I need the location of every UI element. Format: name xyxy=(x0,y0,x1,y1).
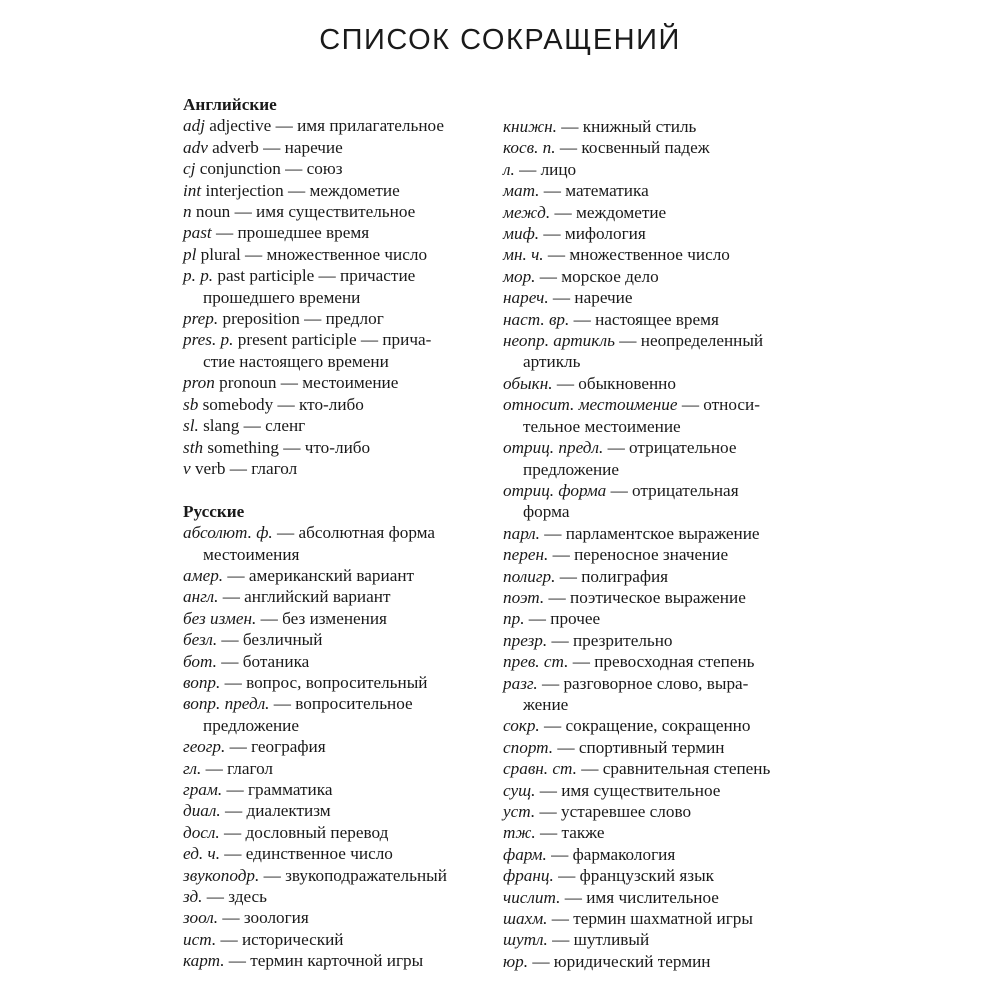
definition: — морское дело xyxy=(539,266,659,286)
abbreviation: диал. xyxy=(183,801,221,821)
definition: verb — глагол xyxy=(194,458,298,478)
abbreviation: миф. xyxy=(503,224,540,244)
definition: — абсолютная форма xyxy=(277,523,436,543)
abbreviation-entry xyxy=(503,908,833,929)
definition: somebody — кто-либо xyxy=(202,394,364,414)
definition-continuation: стие настоящего времени xyxy=(203,351,389,371)
abbreviation: обыкн. xyxy=(503,373,553,393)
right-column xyxy=(503,116,833,972)
abbreviation: int xyxy=(183,180,202,200)
abbreviation: л. xyxy=(503,159,515,179)
abbreviation-entry xyxy=(183,158,503,179)
abbreviation: книжн. xyxy=(503,117,557,136)
definition: — имя числительное xyxy=(564,887,719,907)
definition: — мифология xyxy=(543,224,646,244)
abbreviation-entry xyxy=(503,116,833,137)
definition: — парламентское выражение xyxy=(544,523,760,543)
definition: — полиграфия xyxy=(559,566,669,586)
definition: something — что-либо xyxy=(207,437,371,457)
abbreviation: уст. xyxy=(503,802,536,821)
definition: — относи- xyxy=(681,395,760,415)
abbreviation-entry xyxy=(183,586,503,607)
abbreviation-entry xyxy=(503,801,833,822)
abbreviation-entry xyxy=(183,522,503,543)
abbreviation: вопр. xyxy=(183,672,221,692)
abbreviation: sl. xyxy=(183,416,199,436)
section-heading-russian: Русские xyxy=(183,501,245,521)
abbreviation-entry xyxy=(183,651,503,672)
abbreviation-entry xyxy=(183,201,503,222)
definition: — безличный xyxy=(221,630,323,650)
definition: — переносное значение xyxy=(552,545,729,565)
abbreviation: прев. ст. xyxy=(503,652,569,672)
definition: — шутливый xyxy=(552,930,650,950)
definition: — юридический термин xyxy=(532,951,711,971)
abbreviation-entry xyxy=(503,865,833,886)
abbreviation: тж. xyxy=(503,823,536,843)
abbreviation-entry xyxy=(503,437,833,458)
abbreviation-entry xyxy=(503,715,833,736)
abbreviation: sb xyxy=(183,394,199,414)
abbreviation-entry xyxy=(183,779,503,800)
abbreviation-entry xyxy=(183,865,503,886)
abbreviation: adj xyxy=(183,116,205,136)
abbreviation-entry xyxy=(183,950,503,971)
abbreviation: pl xyxy=(183,244,197,264)
definition: adjective — имя прилагательное xyxy=(209,116,444,136)
definition: — прошедшее время xyxy=(215,223,370,243)
abbreviation-entry xyxy=(503,673,833,694)
abbreviation: безл. xyxy=(183,630,218,650)
definition: — имя существительное xyxy=(539,780,721,800)
abbreviation-entry xyxy=(503,780,833,801)
abbreviation: сравн. ст. xyxy=(503,759,577,779)
section-spacer xyxy=(183,479,503,500)
abbreviation-entry xyxy=(183,458,503,479)
definition: — дословный перевод xyxy=(224,822,389,842)
definition: — ботаника xyxy=(221,651,310,671)
abbreviation-entry xyxy=(183,672,503,693)
definition: adverb — наречие xyxy=(212,137,343,157)
definition-continuation: тельное местоимение xyxy=(523,416,681,436)
abbreviation-entry xyxy=(503,330,833,351)
abbreviation: межд. xyxy=(503,202,551,222)
abbreviation-entry xyxy=(183,115,503,136)
definition: — география xyxy=(229,737,326,757)
abbreviation: вопр. предл. xyxy=(183,694,270,714)
definition: slang — сленг xyxy=(203,416,306,436)
definition: present participle — прича- xyxy=(237,330,432,350)
definition: — поэтическое выражение xyxy=(548,587,746,607)
abbreviation-entry xyxy=(183,437,503,458)
definition: past participle — причастие xyxy=(217,266,416,286)
definition: — глагол xyxy=(205,758,274,778)
abbreviation: геогр. xyxy=(183,737,226,757)
abbreviation-entry xyxy=(183,308,503,329)
abbreviation: перен. xyxy=(503,545,549,565)
definition: — американский вариант xyxy=(227,565,415,585)
abbreviation: наст. вр. xyxy=(503,309,570,329)
abbreviation: презр. xyxy=(503,630,548,650)
abbreviation: амер. xyxy=(183,565,224,585)
section-heading-english: Английские xyxy=(183,95,277,114)
abbreviation-entry xyxy=(183,137,503,158)
abbreviation-entry xyxy=(503,287,833,308)
definition: — французский язык xyxy=(558,866,714,886)
abbreviation-entry xyxy=(503,373,833,394)
abbreviation: абсолют. ф. xyxy=(183,523,273,543)
abbreviation: adv xyxy=(183,137,208,157)
abbreviation-entry xyxy=(183,565,503,586)
abbreviation: sth xyxy=(183,437,204,457)
abbreviation-entry xyxy=(183,693,503,714)
definition: — устаревшее слово xyxy=(539,802,692,821)
abbreviation: косв. п. xyxy=(503,138,556,158)
abbreviation: без измен. xyxy=(183,608,257,628)
definition: — термин шахматной игры xyxy=(551,909,753,929)
abbreviation: отриц. форма xyxy=(503,480,607,500)
definition: — фармакология xyxy=(551,844,676,864)
abbreviation: p. p. xyxy=(183,266,214,286)
abbreviation-entry xyxy=(503,244,833,265)
russian-abbreviation-list-right xyxy=(503,116,833,972)
abbreviation-entry xyxy=(183,736,503,757)
abbreviation-entry xyxy=(183,222,503,243)
abbreviation: числит. xyxy=(503,887,561,907)
abbreviation-entry xyxy=(183,608,503,629)
abbreviation: юр. xyxy=(503,951,529,971)
abbreviation: грам. xyxy=(183,779,223,799)
abbreviation-entry xyxy=(503,202,833,223)
page-title: СПИСОК СОКРАЩЕНИЙ xyxy=(319,24,681,56)
abbreviation: спорт. xyxy=(503,737,554,757)
abbreviation-entry xyxy=(183,886,503,907)
abbreviation-entry xyxy=(503,266,833,287)
abbreviation: нареч. xyxy=(503,288,549,308)
abbreviation: звукоподр. xyxy=(183,865,260,885)
definition: — отрицательное xyxy=(607,438,737,458)
definition: — вопрос, вопросительный xyxy=(224,672,428,692)
english-abbreviation-list xyxy=(183,115,503,479)
definition: — грамматика xyxy=(226,779,333,799)
abbreviation: зд. xyxy=(183,887,203,907)
abbreviation: фарм. xyxy=(503,844,547,864)
definition-continuation: местоимения xyxy=(203,544,300,564)
definition: — книжный стиль xyxy=(561,117,697,136)
abbreviation: шахм. xyxy=(503,909,548,929)
abbreviation: франц. xyxy=(503,866,554,886)
definition: — междометие xyxy=(554,202,667,222)
definition: — английский вариант xyxy=(222,587,391,607)
abbreviation: полигр. xyxy=(503,566,556,586)
abbreviation: относит. местоимение xyxy=(503,395,678,415)
definition-continuation: артикль xyxy=(523,352,581,372)
definition: — косвенный падеж xyxy=(559,138,710,158)
abbreviation: неопр. артикль xyxy=(503,331,615,351)
russian-abbreviation-list-left xyxy=(183,522,503,972)
abbreviation: поэт. xyxy=(503,587,545,607)
left-column xyxy=(183,94,503,972)
abbreviation-entry xyxy=(503,758,833,779)
definition: — зоология xyxy=(222,908,309,928)
definition: pronoun — местоимение xyxy=(219,373,399,393)
definition: — лицо xyxy=(519,159,577,179)
abbreviation-entry xyxy=(503,523,833,544)
abbreviation-entry xyxy=(183,329,503,350)
abbreviation-entry xyxy=(183,415,503,436)
abbreviation-entry xyxy=(503,159,833,180)
abbreviation-entry xyxy=(503,394,833,415)
definition: — математика xyxy=(543,181,649,201)
abbreviation: мн. ч. xyxy=(503,245,544,265)
abbreviation: шутл. xyxy=(503,930,548,950)
definition: — разговорное слово, выра- xyxy=(541,673,749,693)
abbreviation: англ. xyxy=(183,587,219,607)
definition: — также xyxy=(540,823,605,843)
definition: preposition — предлог xyxy=(222,309,384,329)
abbreviation: парл. xyxy=(503,523,540,543)
abbreviation-entry xyxy=(503,544,833,565)
abbreviation: досл. xyxy=(183,822,220,842)
abbreviation-entry xyxy=(503,630,833,651)
abbreviation-entry xyxy=(183,629,503,650)
abbreviation: сущ. xyxy=(503,780,536,800)
definition: — без изменения xyxy=(260,608,387,628)
definition: — единственное число xyxy=(224,844,393,864)
definition: — термин карточной игры xyxy=(228,951,424,971)
definition: — отрицательная xyxy=(610,480,739,500)
definition: — сравнительная степень xyxy=(581,759,771,779)
definition: — диалектизм xyxy=(224,801,331,821)
definition: — прочее xyxy=(528,609,601,629)
definition: — презрительно xyxy=(551,630,673,650)
abbreviation: v xyxy=(183,458,191,478)
abbreviation: мор. xyxy=(503,266,536,286)
abbreviation-entry xyxy=(503,844,833,865)
abbreviation-entry xyxy=(503,223,833,244)
abbreviation-entry xyxy=(183,758,503,779)
definition: conjunction — союз xyxy=(199,159,343,179)
abbreviation-entry xyxy=(183,265,503,286)
abbreviation-entry xyxy=(503,180,833,201)
abbreviation: бот. xyxy=(183,651,217,671)
abbreviation-entry xyxy=(503,651,833,672)
definition-continuation: прошедшего времени xyxy=(203,287,361,307)
abbreviation: ист. xyxy=(183,929,217,949)
definition: — сокращение, сокращенно xyxy=(544,716,751,736)
definition: interjection — междометие xyxy=(205,180,400,200)
abbreviation: past xyxy=(183,223,212,243)
definition: — превосходная степень xyxy=(572,652,755,672)
definition-continuation: предложение xyxy=(203,715,299,735)
abbreviation: n xyxy=(183,202,192,222)
abbreviation: пр. xyxy=(503,609,525,629)
abbreviation: отриц. предл. xyxy=(503,438,604,458)
abbreviation: prep. xyxy=(183,309,219,329)
abbreviation-entry xyxy=(503,608,833,629)
abbreviation: гл. xyxy=(183,758,202,778)
definition: — неопределенный xyxy=(619,331,764,351)
definition: — спортивный термин xyxy=(557,737,725,757)
definition: — исторический xyxy=(220,929,344,949)
abbreviation: ед. ч. xyxy=(183,844,220,864)
definition-continuation: предложение xyxy=(523,459,619,479)
definition: — обыкновенно xyxy=(556,373,676,393)
abbreviation: pron xyxy=(183,373,215,393)
abbreviation: зоол. xyxy=(183,908,219,928)
abbreviation-entry xyxy=(503,822,833,843)
definition: — наречие xyxy=(552,288,633,308)
definition: noun — имя существительное xyxy=(195,202,416,222)
abbreviation-entry xyxy=(183,394,503,415)
abbreviation-entry xyxy=(503,137,833,158)
definition-continuation: жение xyxy=(523,694,569,714)
abbreviation-entry xyxy=(183,372,503,393)
abbreviation: разг. xyxy=(503,673,538,693)
abbreviation-entry xyxy=(183,822,503,843)
abbreviation-entry xyxy=(503,887,833,908)
abbreviation-entry xyxy=(183,907,503,928)
abbreviation-entry xyxy=(503,951,833,972)
abbreviation-entry xyxy=(183,244,503,265)
abbreviation-entry xyxy=(183,843,503,864)
definition: — вопросительное xyxy=(273,694,413,714)
abbreviation-entry xyxy=(503,587,833,608)
abbreviation-entry xyxy=(503,309,833,330)
abbreviation-entry xyxy=(503,480,833,501)
abbreviation-entry xyxy=(503,929,833,950)
abbreviation-entry xyxy=(183,800,503,821)
abbreviation-entry xyxy=(503,737,833,758)
abbreviation: сокр. xyxy=(503,716,540,736)
abbreviation: карт. xyxy=(183,951,225,971)
definition: — звукоподражательный xyxy=(263,865,447,885)
definition: — здесь xyxy=(206,887,268,907)
abbreviation-entry xyxy=(503,566,833,587)
abbreviation: pres. p. xyxy=(183,330,234,350)
abbreviation-entry xyxy=(183,180,503,201)
definition: — настоящее время xyxy=(573,309,719,329)
abbreviation: мат. xyxy=(503,181,540,201)
definition: — множественное число xyxy=(547,245,730,265)
abbreviation-entry xyxy=(183,929,503,950)
abbreviation: cj xyxy=(183,159,196,179)
definition: plural — множественное число xyxy=(200,244,428,264)
definition-continuation: форма xyxy=(523,502,570,522)
